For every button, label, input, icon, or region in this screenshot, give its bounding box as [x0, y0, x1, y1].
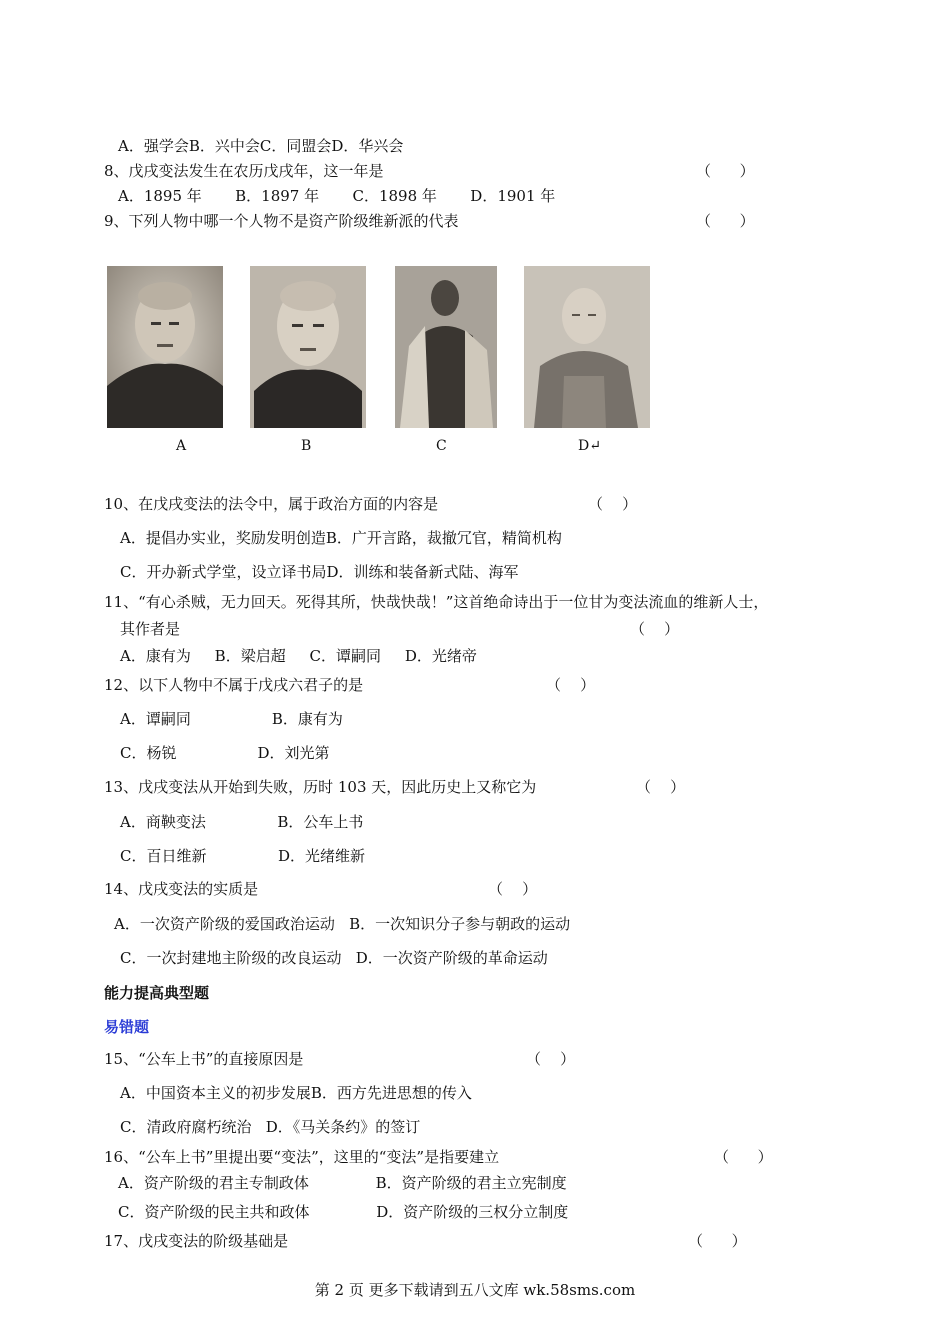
portrait-a [107, 266, 223, 428]
q12-stem: 12、以下人物中不属于戊戌六君子的是 [104, 676, 364, 694]
q9-answer-paren: （ ） [696, 212, 755, 230]
caption-a: A [176, 438, 187, 454]
q15-answer-paren: （ ） [526, 1050, 576, 1068]
q11-options: A．康有为 B．梁启超 C．谭嗣同 D．光绪帝 [120, 647, 477, 665]
q16-options-line1: A．资产阶级的君主专制政体 B．资产阶级的君主立宪制度 [118, 1174, 567, 1192]
q9-stem: 9、下列人物中哪一个人物不是资产阶级维新派的代表 [104, 212, 459, 230]
q16-options-line2: C．资产阶级的民主共和政体 D．资产阶级的三权分立制度 [118, 1203, 569, 1221]
q11-answer-paren: （ ） [630, 620, 680, 638]
q14-options-line2: C．一次封建地主阶级的改良运动 D．一次资产阶级的革命运动 [120, 949, 548, 967]
q10-stem: 10、在戊戌变法的法令中，属于政治方面的内容是 [104, 495, 439, 513]
q13-answer-paren: （ ） [636, 778, 686, 796]
q12-answer-paren: （ ） [546, 676, 596, 694]
q16-stem: 16、“公车上书”里提出要“变法”，这里的“变法”是指要建立 [104, 1148, 500, 1166]
page-footer: 第 2 页 更多下载请到五八文库 wk.58sms.com [314, 1281, 636, 1299]
q13-options-line1: A．商鞅变法 B．公车上书 [120, 813, 364, 831]
section-title: 能力提高典型题 [104, 984, 210, 1002]
q17-answer-paren: （ ） [688, 1232, 747, 1250]
q14-options-line1: A．一次资产阶级的爱国政治运动 B．一次知识分子参与朝政的运动 [114, 915, 571, 933]
caption-b: B [301, 438, 312, 454]
portrait-d [524, 266, 650, 428]
q10-options-line2: C．开办新式学堂，设立译书局D．训练和装备新式陆、海军 [120, 563, 519, 581]
portrait-b [250, 266, 366, 428]
q11-stem-line2: 其作者是 [120, 620, 181, 638]
q15-stem: 15、“公车上书”的直接原因是 [104, 1050, 304, 1068]
q12-options-line2: C．杨锐 D．刘光第 [120, 744, 330, 762]
q13-options-line2: C．百日维新 D．光绪维新 [120, 847, 366, 865]
q10-answer-paren: （ ） [588, 495, 638, 513]
q10-options-line1: A．提倡办实业，奖励发明创造B．广开言路，裁撤冗官，精简机构 [120, 529, 562, 547]
q8-answer-paren: （ ） [696, 162, 755, 180]
subsection-title: 易错题 [104, 1018, 150, 1036]
q17-stem: 17、戊戌变法的阶级基础是 [104, 1232, 289, 1250]
caption-c: C [436, 438, 447, 454]
caption-d: D↵ [578, 438, 601, 454]
q14-answer-paren: （ ） [488, 880, 538, 898]
portrait-c [395, 266, 497, 428]
q7-options: A．强学会B．兴中会C．同盟会D．华兴会 [118, 137, 404, 155]
q12-options-line1: A．谭嗣同 B．康有为 [120, 710, 343, 728]
q15-options-line1: A．中国资本主义的初步发展B．西方先进思想的传入 [120, 1084, 472, 1102]
q8-stem: 8、戊戌变法发生在农历戊戌年，这一年是 [104, 162, 384, 180]
q16-answer-paren: （ ） [714, 1148, 773, 1166]
q11-stem-line1: 11、“有心杀贼，无力回天。死得其所，快哉快哉！”这首绝命诗出于一位甘为变法流血的维新人士， [104, 593, 769, 611]
q14-stem: 14、戊戌变法的实质是 [104, 880, 259, 898]
q15-options-line2: C．清政府腐朽统治 D．《马关条约》的签订 [120, 1118, 421, 1136]
q8-options: A．1895 年 B．1897 年 C．1898 年 D．1901 年 [118, 187, 556, 205]
q13-stem: 13、戊戌变法从开始到失败，历时 103 天，因此历史上又称它为 [104, 778, 537, 796]
